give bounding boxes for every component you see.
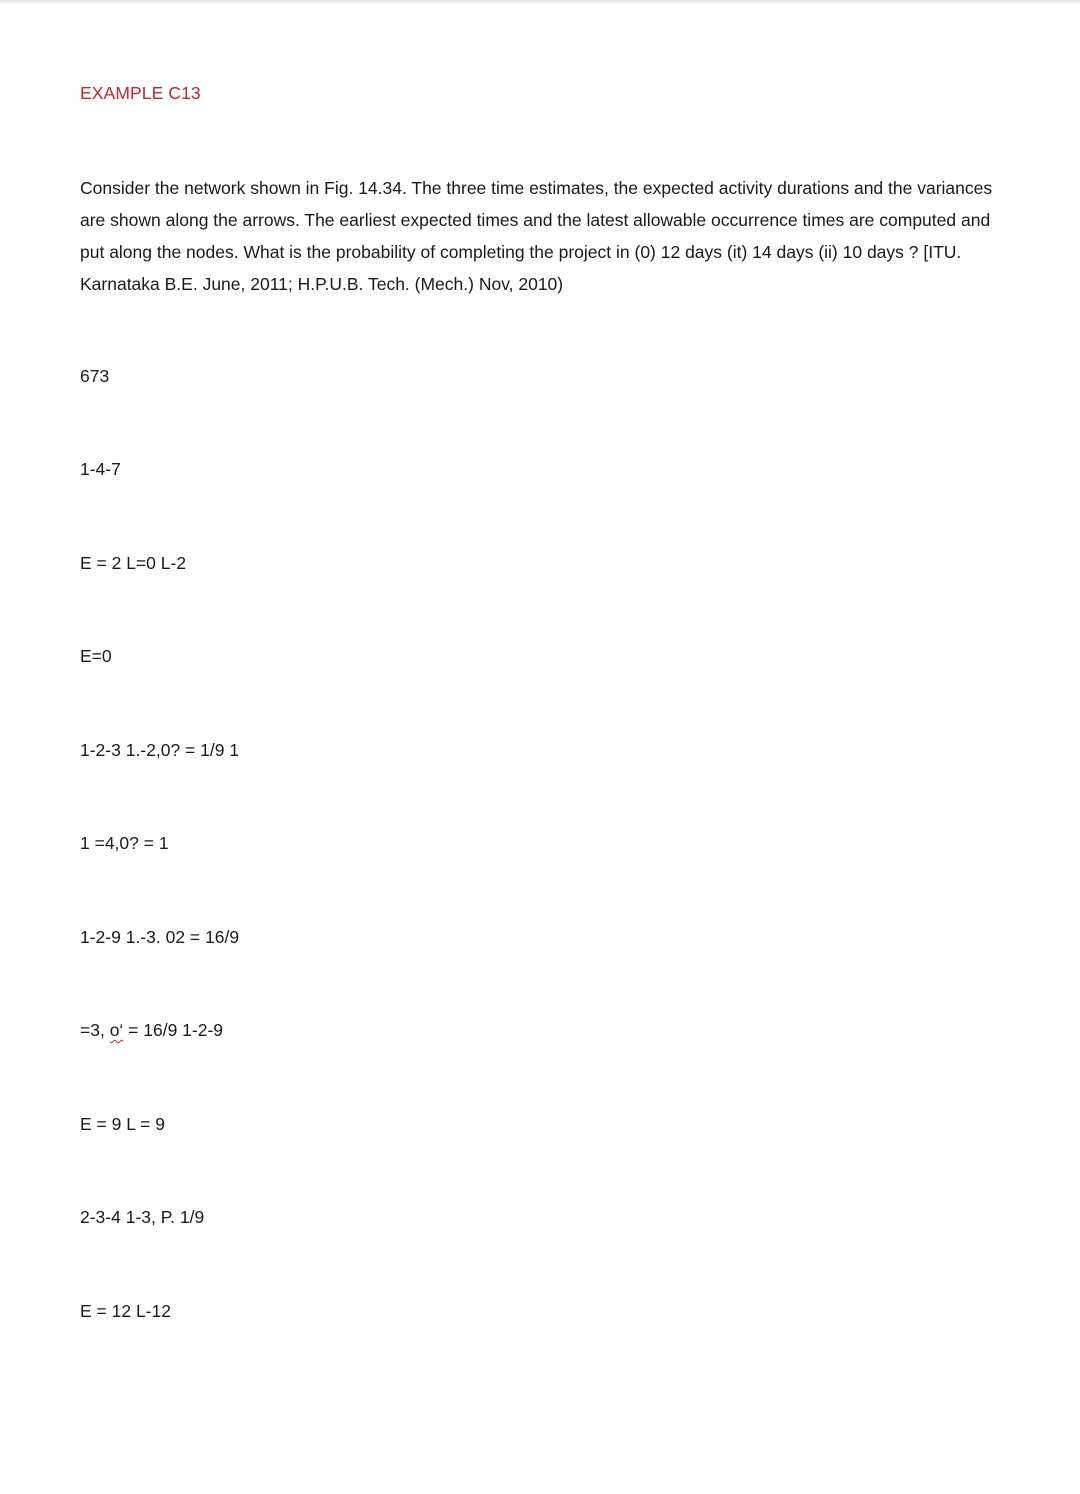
text-line-9: E = 9 L = 9 xyxy=(80,1114,165,1134)
spellcheck-flagged-word: o‘ xyxy=(109,1020,124,1040)
text-line-11: E = 12 L-12 xyxy=(80,1301,171,1321)
text-line-8-end: = 16/9 1-2-9 xyxy=(123,1020,224,1040)
text-line-5: 1-2-3 1.-2,0? = 1/9 1 xyxy=(80,740,240,760)
text-line-4: E=0 xyxy=(80,646,112,666)
text-line-8-start: =3, xyxy=(80,1020,110,1040)
text-line-10: 2-3-4 1-3, P. 1/9 xyxy=(80,1207,205,1227)
text-line-3: E = 2 L=0 L-2 xyxy=(80,553,187,573)
problem-paragraph: Consider the network shown in Fig. 14.34. The three time estimates, the expected activity durations and the variances are shown along the arrows. The earliest expected times and the latest allowable occurrence times are computed and put along the nodes. What is the probability of completing the project in (0) 12 days (it) 14 days (ii) 10 days ? [ITU. Karnataka B.E. June, 2011; H.P.U.B. Tech. (Mech.) Nov, 2010) xyxy=(80,178,993,294)
text-line-1: 673 xyxy=(80,366,110,386)
text-line-6: 1 =4,0? = 1 xyxy=(80,833,169,853)
example-heading: EXAMPLE C13 xyxy=(80,83,201,103)
text-line-8 xyxy=(80,1018,223,1042)
text-line-2: 1-4-7 xyxy=(80,459,121,479)
text-line-7: 1-2-9 1.-3. 02 = 16/9 xyxy=(80,927,240,947)
